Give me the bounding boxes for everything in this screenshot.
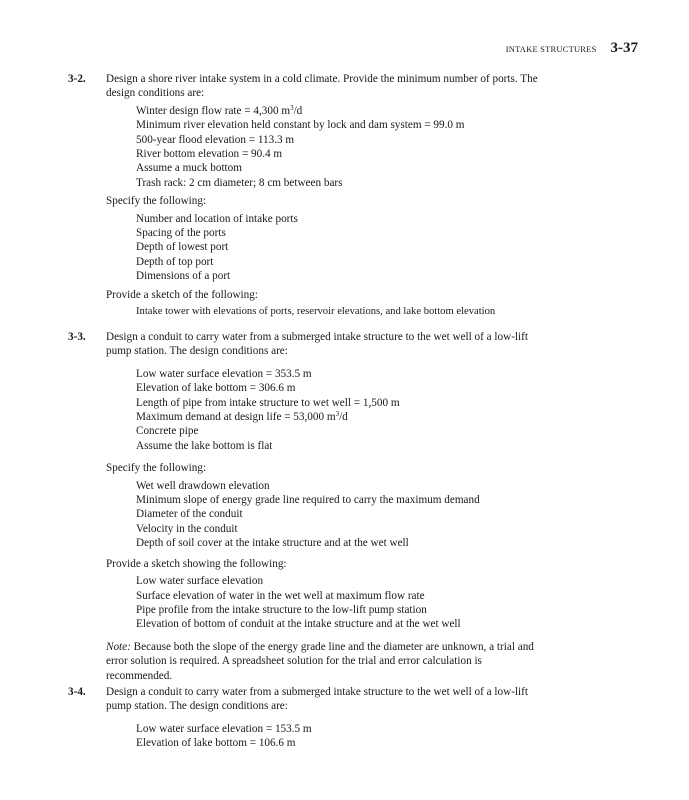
condition-item: River bottom elevation = 90.4 m bbox=[136, 148, 283, 161]
sketch-item: Elevation of bottom of conduit at the intake structure and at the wet well bbox=[136, 618, 461, 631]
condition-item: Concrete pipe bbox=[136, 425, 199, 438]
specify-label: Specify the following: bbox=[106, 462, 207, 475]
problem-3-4 bbox=[68, 685, 538, 751]
specify-item: Depth of lowest port bbox=[136, 241, 229, 254]
specify-item: Spacing of the ports bbox=[136, 227, 226, 240]
condition-item: Winter design flow rate = 4,300 $m^3/d$ bbox=[136, 103, 303, 117]
problem-intro: Design a conduit to carry water from a submerged intake structure to the wet well of a low-lift pump station. The design conditions are: bbox=[106, 331, 528, 358]
sketch-label: Provide a sketch of the following: bbox=[106, 288, 258, 301]
condition-item: Trash rack: 2 cm diameter; 8 cm between bars bbox=[136, 176, 343, 189]
page-number: 3-37 bbox=[610, 40, 638, 56]
specify-item: Wet well drawdown elevation bbox=[136, 479, 270, 492]
problem-3-3 bbox=[68, 330, 538, 683]
sketch-list bbox=[136, 574, 538, 632]
condition-item: Assume the lake bottom is flat bbox=[136, 439, 273, 452]
note-text: Because both the slope of the energy grade line and the diameter are unknown, a trial and error solution is required. A spreadsheet solution for the trial and error calculation is recommended. bbox=[106, 640, 534, 682]
problem-number: 3-4. bbox=[68, 686, 86, 698]
sketch-item: Surface elevation of water in the wet well at maximum flow rate bbox=[136, 589, 425, 602]
condition-item: Assume a muck bottom bbox=[136, 162, 242, 175]
specify-item: Minimum slope of energy grade line required to carry the maximum demand bbox=[136, 494, 480, 507]
specify-item: Velocity in the conduit bbox=[136, 522, 238, 535]
condition-item: Elevation of lake bottom = 106.6 m bbox=[136, 737, 296, 750]
design-conditions bbox=[136, 104, 538, 190]
condition-item: Length of pipe from intake structure to wet well = 1,500 m bbox=[136, 396, 400, 409]
sketch-item: Intake tower with elevations of ports, reservoir elevations, and lake bottom elevation bbox=[136, 306, 496, 318]
specify-item: Diameter of the conduit bbox=[136, 508, 243, 521]
sketch-label: Provide a sketch showing the following: bbox=[106, 557, 287, 570]
problem-intro: Design a conduit to carry water from a submerged intake structure to the wet well of a low-lift pump station. The design conditions are: bbox=[106, 686, 528, 713]
condition-item: Low water surface elevation = 153.5 m bbox=[136, 722, 312, 735]
problem-3-2 bbox=[68, 72, 538, 320]
condition-item: Minimum river elevation held constant by lock and dam system = 99.0 m bbox=[136, 119, 465, 132]
sketch-list bbox=[136, 305, 538, 319]
design-conditions bbox=[136, 367, 538, 453]
sketch-item: Low water surface elevation bbox=[136, 575, 264, 588]
condition-item: 500-year flood elevation = 113.3 m bbox=[136, 133, 295, 146]
condition-item: Low water surface elevation = 353.5 m bbox=[136, 367, 312, 380]
condition-item: Elevation of lake bottom = 306.6 m bbox=[136, 382, 296, 395]
problem-intro: Design a shore river intake system in a cold climate. Provide the minimum number of ports. The design conditions are: bbox=[106, 73, 538, 100]
running-header bbox=[506, 40, 638, 57]
specify-item: Depth of top port bbox=[136, 255, 214, 268]
design-conditions bbox=[136, 722, 538, 751]
specify-label: Specify the following: bbox=[106, 195, 207, 208]
section-title: INTAKE STRUCTURES bbox=[505, 44, 597, 54]
specify-item: Depth of soil cover at the intake structure and at the wet well bbox=[136, 537, 409, 550]
specify-item: Dimensions of a port bbox=[136, 270, 231, 283]
condition-item: Maximum demand at design life = 53,000 $m^3/d$ bbox=[136, 410, 348, 424]
sketch-item: Pipe profile from the intake structure to the low-lift pump station bbox=[136, 603, 427, 616]
note bbox=[106, 640, 538, 683]
problem-number: 3-3. bbox=[68, 331, 86, 343]
note-label: Note: bbox=[106, 640, 131, 653]
specify-list bbox=[136, 479, 538, 551]
specify-list bbox=[136, 212, 538, 284]
specify-item: Number and location of intake ports bbox=[136, 212, 298, 225]
problem-number: 3-2. bbox=[68, 73, 86, 85]
